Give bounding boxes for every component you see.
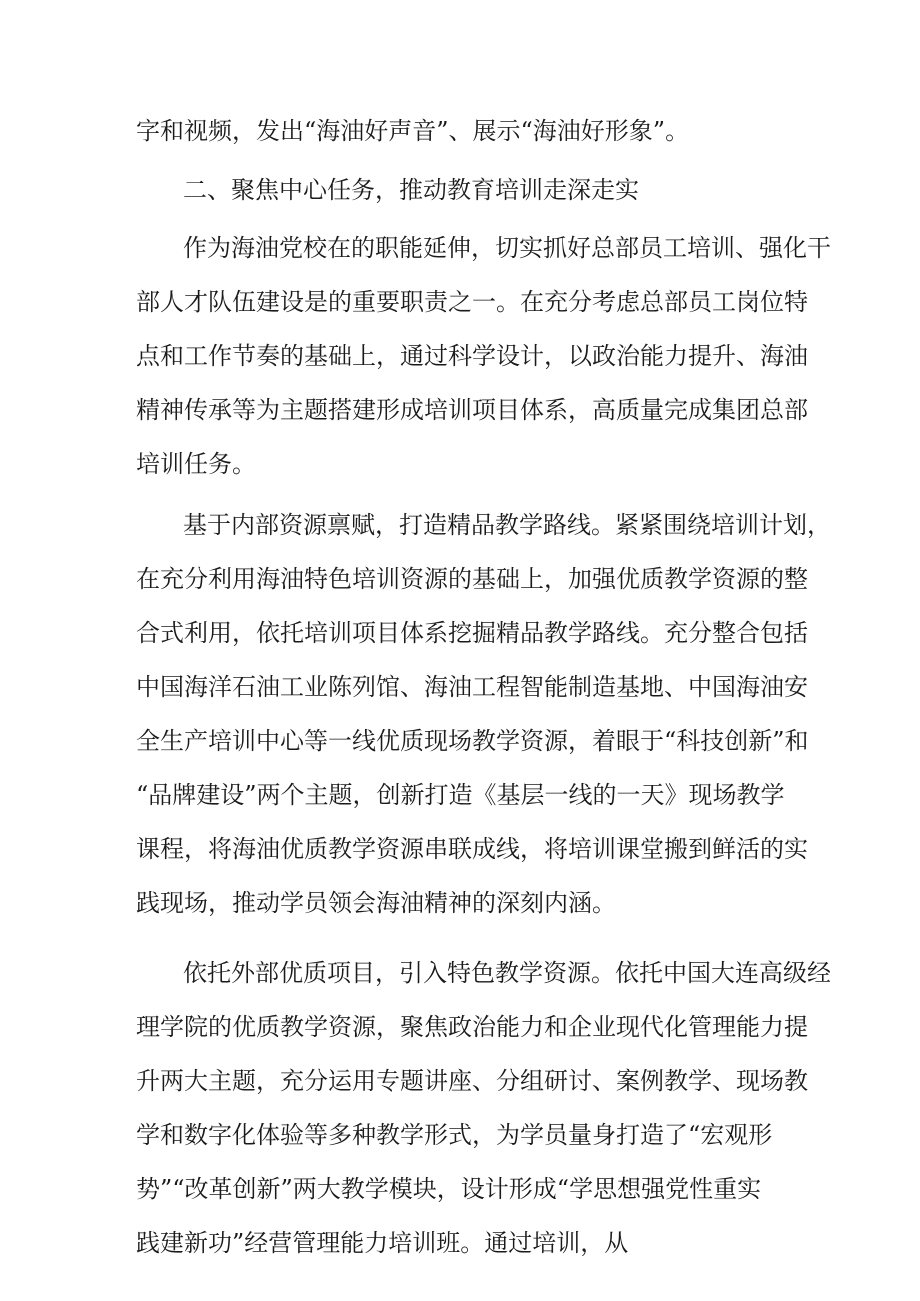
text-line: [0, 1059, 920, 1103]
line-text: 学和数字化体验等多种教学形式，为学员量身打造了“宏观形: [136, 1121, 773, 1149]
text-line: [0, 1005, 920, 1049]
line-text: 势”“改革创新”两大教学模块，设计形成“学思想强党性重实: [136, 1175, 762, 1203]
text-line: [0, 1221, 920, 1265]
text-line: [0, 109, 920, 153]
text-line: [0, 1167, 920, 1211]
line-text: 践建新功”经营管理能力培训班。通过培训，从: [136, 1229, 629, 1257]
line-text: 点和工作节奏的基础上，通过科学设计，以政治能力提升、海油: [136, 342, 808, 370]
line-text: 精神传承等为主题搭建形成培训项目体系，高质量完成集团总部: [136, 396, 808, 424]
line-text: 在充分利用海油特色培训资源的基础上，加强优质教学资源的整: [136, 565, 808, 593]
line-text: 作为海油党校在的职能延伸，切实抓好总部员工培训、强化干: [183, 234, 831, 262]
text-line: [0, 557, 920, 601]
line-text: 升两大主题，充分运用专题讲座、分组研讨、案例教学、现场教: [136, 1067, 808, 1095]
line-text: 培训任务。: [136, 450, 256, 478]
text-line: [0, 388, 920, 432]
line-text: 中国海洋石油工业陈列馆、海油工程智能制造基地、中国海油安: [136, 673, 808, 701]
text-line: [0, 773, 920, 817]
line-text: “品牌建设”两个主题，创新打造《基层一线的一天》现场教学: [136, 781, 785, 809]
text-line: [0, 226, 920, 270]
text-line: [0, 334, 920, 378]
text-line: [0, 665, 920, 709]
line-text: 课程，将海油优质教学资源串联成线，将培训课堂搬到鲜活的实: [136, 835, 808, 863]
line-text: 全生产培训中心等一线优质现场教学资源，着眼于“科技创新”和: [136, 727, 809, 755]
text-line: [0, 827, 920, 871]
line-text: 字和视频，发出“海油好声音”、展示“海油好形象”。: [136, 117, 690, 145]
text-line: [0, 503, 920, 547]
line-text: 基于内部资源禀赋，打造精品教学路线。紧紧围绕培训计划，: [183, 511, 831, 539]
line-text: 部人才队伍建设是的重要职责之一。在充分考虑总部员工岗位特: [136, 288, 808, 316]
text-line: [0, 881, 920, 925]
text-line: [0, 611, 920, 655]
line-text: 合式利用，依托培训项目体系挖掘精品教学路线。充分整合包括: [136, 619, 808, 647]
line-text: 践现场，推动学员领会海油精神的深刻内涵。: [136, 889, 616, 917]
text-line: [0, 1113, 920, 1157]
text-line: [0, 442, 920, 486]
line-text: 理学院的优质教学资源，聚焦政治能力和企业现代化管理能力提: [136, 1013, 808, 1041]
text-line: [0, 280, 920, 324]
line-text: 依托外部优质项目，引入特色教学资源。依托中国大连高级经: [183, 959, 831, 987]
section-heading: [0, 168, 920, 212]
section-heading-text: 二、聚焦中心任务，推动教育培训走深走实: [183, 176, 639, 204]
text-line: [0, 951, 920, 995]
text-line: [0, 719, 920, 763]
